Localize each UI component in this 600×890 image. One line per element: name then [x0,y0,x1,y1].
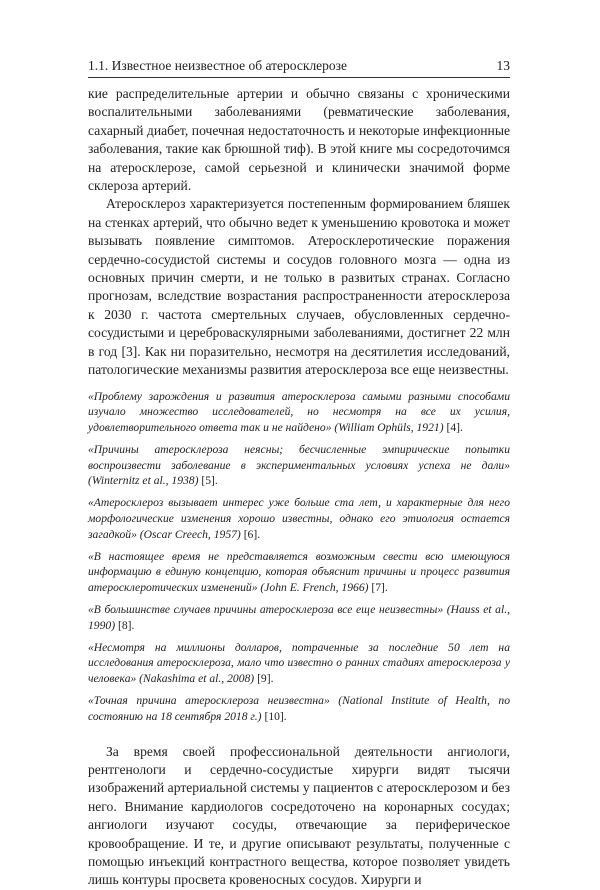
quote-item [88,549,510,596]
paragraph-continuation: кие распределительные артерии и обычно связаны с хроническими воспалительными заболеваниями (ревматические заболевания, сахарный диабет, почечная недостаточность и некоторые инфекционные заболевания, такие как брюшной тиф). В этой книге мы сосредоточимся на атеросклерозе, самой серьезной и клинически значимой форме склероза артерий. [88,86,510,194]
quote-text: «Причины атеросклероза неясны; бесчисленные эмпирические попытки воспроизвести заболевание в экспериментальных условиях успеха не дали» (Winternitz et al., 1938) [88,442,510,488]
header-rule [88,77,510,78]
quote-reference: [5]. [201,474,218,488]
page-header [88,58,510,74]
quote-item [88,495,510,542]
quote-item [88,640,510,687]
quote-text: «В большинстве случаев причины атеросклероза все еще неизвестны» (Hauss et al., 1990) [88,603,510,632]
quote-reference: [4]. [446,421,463,435]
quote-item [88,389,510,436]
quote-item [88,693,510,725]
quote-reference: [8]. [117,618,135,632]
paragraph-atherosclerosis: Атеросклероз характеризуется постепенным формированием бляшек на стенках артерий, что обычно ведет к уменьшению кровотока и может вызывать появление симптомов. Атеросклеротические поражения сердечно-сосудистой системы и сосудов головного мозга — одна из основных причин смерти, и не только в развитых странах. Согласно прогнозам, вследствие возрастания распространенности атеросклероза к 2030 г. частота смертельных случаев, обусловленных сердечно-сосудистыми и цереброваскулярными заболеваниями, достигнет 22 млн в год [3]. Как ни поразительно, несмотря на десятилетия исследований, патологические механизмы развития атеросклероза все еще неизвестны. [88,196,510,378]
quote-text: «В настоящее время не представляется возможным свести всю имеющуюся информацию в единую концепцию, которая объяснит причины и процесс развития атеросклеротических изменений» (John E. French, 1966) [88,549,510,595]
quote-text: «Несмотря на миллионы долларов, потраченные за последние 50 лет на исследования атеросклероза, мало что известно о ранних стадиях атеросклероза у человека» (Nakashima et al., 2008) [88,640,510,686]
quote-reference: [6]. [243,527,261,541]
quote-list [88,389,510,725]
running-head-title: 1.1. Известное неизвестное об атеросклерозе [88,58,347,73]
quote-text: «Проблему зарождения и развития атеросклероза самыми разными способами изучало множество исследователей, но несмотря на все их усилия, удовлетворительного ответа так и не найдено» (William Ophüls, 1921) [88,389,510,435]
page-number: 13 [496,58,510,73]
page-body [88,85,510,890]
quote-reference: [9]. [257,672,274,686]
quote-text: «Атеросклероз вызывает интерес уже больше ста лет, и характерные для него морфологические изменения хорошо известны, однако его этиология остается загадкой» (Oscar Creech, 1957) [88,496,510,541]
quote-reference: [10]. [264,709,287,723]
paragraph-angiologists: За время своей профессиональной деятельности ангиологи, рентгенологи и сердечно-сосудистые хирурги видят тысячи изображений артериальной системы у пациентов с атеросклерозом и без него. Внимание кардиологов сосредоточено на коронарных сосудах; ангиологи изучают сосуды, отвечающие за периферическое кровообращение. И те, и другие описывают результаты, полученные с помощью инъекций контрастного вещества, которое позволяет увидеть лишь контуры просвета кровеносных сосудов. Хирурги и [88,743,510,888]
quote-text: «Точная причина атеросклероза неизвестна» (National Institute of Health, по состоянию на 18 сентября 2018 г.) [88,694,510,723]
quote-item [88,602,510,634]
quote-item [88,442,510,489]
quote-reference: [7]. [371,581,388,595]
